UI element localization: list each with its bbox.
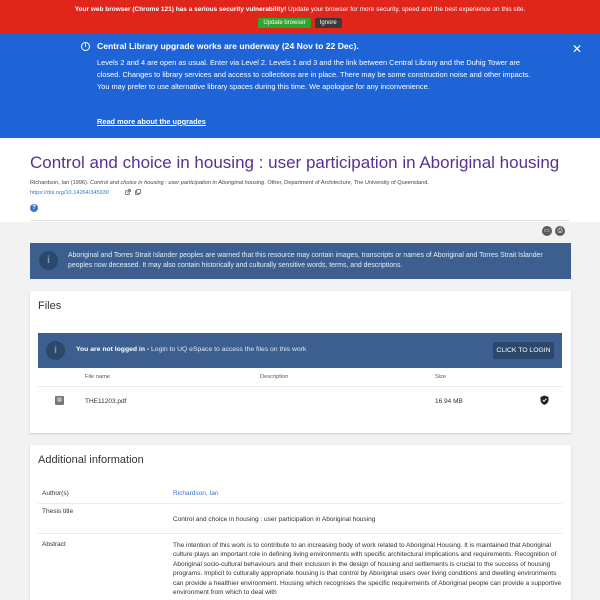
doi-actions [125,189,141,197]
ignore-button[interactable]: Ignore [315,18,342,28]
help-icon[interactable]: ? [30,204,38,212]
column-header-file-name[interactable]: File name [85,374,110,380]
login-button[interactable]: CLICK TO LOGIN [493,342,554,359]
thesis-title-value: Control and choice in housing : user participation in Aboriginal housing [173,516,376,523]
author-label: Author(s) [42,490,69,497]
browser-warning-bold: Your web browser (Chrome 121) has a serious security vulnerability! [74,6,287,13]
browser-warning-message [0,0,600,13]
record-header [0,138,600,222]
cultural-warning-text: Aboriginal and Torres Strait Islander peoples are warned that this resource may contain images, transcripts or names of Aboriginal and Torres Strait Islander peoples now deceased. It may also contain historically and culturally sensitive words, terms, and descriptions. [68,252,543,269]
header-divider [30,220,570,221]
record-tools [542,226,565,236]
notice-read-more-link[interactable]: Read more about the upgrades [97,117,206,126]
author-link[interactable]: Richardson, Ian [173,490,219,497]
login-prompt-text [76,346,306,353]
file-name[interactable]: THE11203.pdf [85,398,127,405]
file-icon: ▤ [55,396,64,405]
citation [30,180,429,186]
page-title: Control and choice in housing : user participation in Aboriginal housing [30,153,560,172]
notice-body: Levels 2 and 4 are open as usual. Enter via Level 2. Levels 1 and 3 and the link between Central Library and the Duhig Tower are closed. Changes to library services and access to collections are in place. There may be some construction noise and other impacts. You may prefer to use alternative library spaces during this time. We apologise for any inconvenience. [97,58,531,91]
browser-warning-text: Update your browser for more security, speed and the best experience on this site. [286,6,526,13]
doi-link[interactable]: https://doi.org/10.14264/345930 [30,190,109,196]
citation-title: Control and choice in housing : user participation in Aboriginal housing [90,180,265,186]
citation-author: Richardson, Ian (1996). [30,180,91,186]
file-size: 16.94 MB [435,398,463,405]
open-link-icon[interactable] [125,189,131,195]
thesis-title-label: Thesis title [42,508,74,515]
shield-icon [540,395,549,405]
update-browser-button[interactable]: Update browser [258,18,310,28]
citation-details: . Other, Department of Architecture, The University of Queensland. [264,180,429,186]
table-row[interactable] [38,387,562,415]
library-notice [0,34,600,138]
share-icon[interactable]: ▭ [542,226,552,236]
row-divider [38,503,562,504]
login-message: Login to UQ eSpace to access the files on this work [151,346,307,353]
abstract-value: The intention of this work is to contribute to an increasing body of work related to Aboriginal Housing. It is maintained that Aboriginal culture plays an important role in defining living environments with specific architectural implications and requirements. Recognition of Aboriginal socio-cultural behaviours and their inclusion in the design of housing and settlements is crucial to the success of housing programs. Implicit to culturally appropriate housing is that control by Aboriginal users over living conditions and dwelling environments can provide a healthier environment. Housing which recognises the specific requirements of Aboriginal people can provide a supportive environment from which to deal with [173,542,562,597]
print-icon[interactable]: ⎙ [555,226,565,236]
info-icon: i [46,341,65,360]
row-divider [38,533,562,534]
cultural-warning [30,243,571,279]
info-icon: i [81,42,90,51]
files-card [30,291,571,433]
column-header-size[interactable]: Size [435,374,447,380]
additional-info-title: Additional information [38,454,144,466]
login-prompt [38,333,562,368]
copy-icon[interactable] [135,189,141,195]
abstract-label: Abstract [42,541,66,548]
column-header-description[interactable]: Description [260,374,289,380]
login-status: You are not logged in - [76,346,152,353]
files-title: Files [38,300,62,312]
info-icon: i [39,251,58,270]
notice-title: Central Library upgrade works are underway (24 Nov to 22 Dec). [97,41,359,51]
additional-info-card [30,445,571,600]
browser-warning-bar [0,0,600,34]
close-icon[interactable]: ✕ [572,42,583,56]
